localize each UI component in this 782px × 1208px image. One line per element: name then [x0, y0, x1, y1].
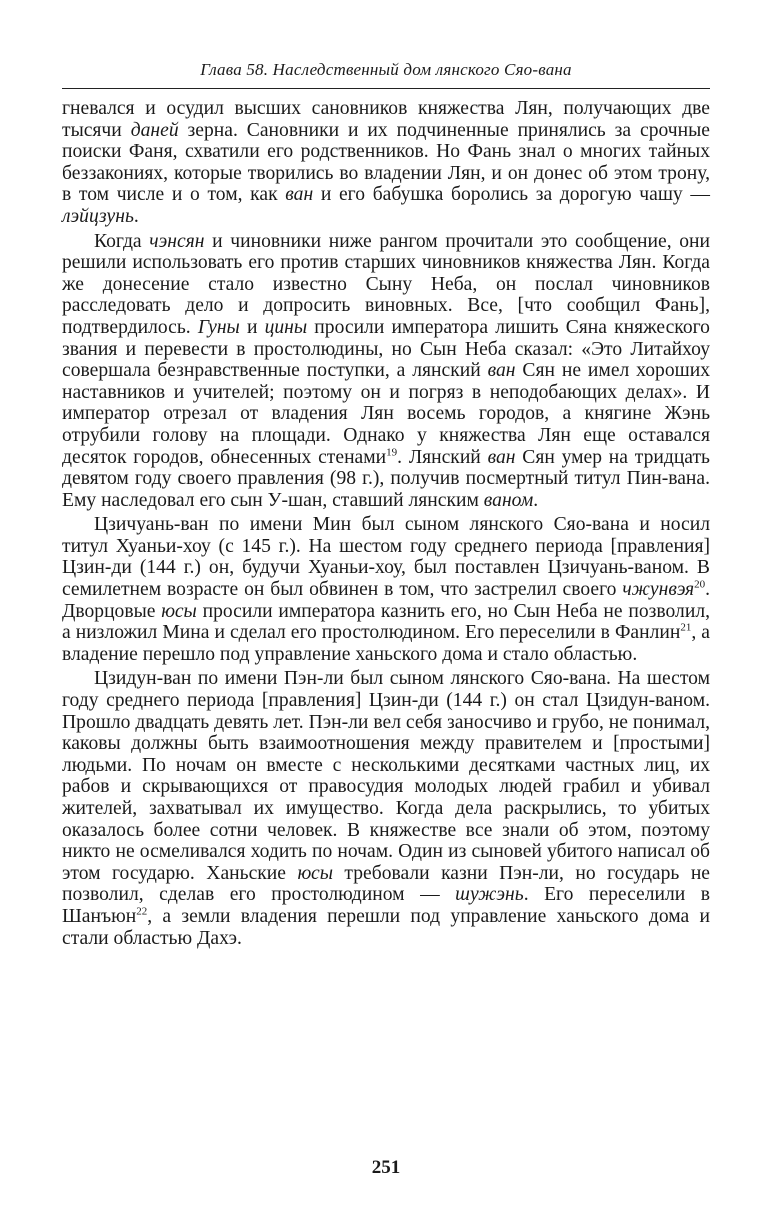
text-run: .: [133, 205, 139, 227]
term: даней: [130, 119, 179, 141]
page-number: 251: [371, 1157, 401, 1178]
running-title: Глава 58. Наследственный дом лянского Сяо-вана: [200, 60, 572, 79]
text-run: просили императора казнить его, но Сын Неба не позволил, а низложил Мина и сделал его простолюдином. Его переселили в Фанлин: [62, 600, 711, 644]
footnote-ref: 22: [136, 905, 148, 918]
term: чжунвэя: [622, 579, 695, 601]
text-run: Сян умер на тридцать девятом году своего правления (98 г.), получив посмертный титул Пин-вана. Ему наследовал его сын У-шан, ставший лянским: [62, 446, 710, 511]
header-rule: [62, 88, 710, 89]
term: юсы: [297, 862, 333, 884]
term: ваном: [483, 489, 534, 511]
term: Гуны: [197, 316, 240, 338]
term: цины: [264, 316, 308, 338]
text-run: и его бабушка боролись за дорогую чашу —: [313, 184, 710, 206]
paragraph-3: [62, 514, 710, 665]
text-run: гневался и осудил высших сановников княжества Лян, получающих две тысячи: [62, 98, 710, 141]
text-run: Цзидун-ван по имени Пэн-ли был сыном лянского Сяо-вана. На шестом году среднего периода [правления] Цзин-ди (144 г.) он стал Цзидун-ваном. Прошло двадцать девять лет. Пэн-ли вел себя заносчиво и грубо, не понимал, каковы должны быть взаимоотношения между правителем и [простыми] людьми. По ночам он вместе с несколькими десятками частных лиц, их рабов и скрывающихся от правосудия молодых людей грабил и убивал жителей, захватывал их имущество. Когда дела раскрылись, то убитых оказалось более сотни человек. В княжестве все знали об этом, поэтому никто не осмеливался ходить по ночам. Один из сыновей убитого написал об этом государю. Ханьские: [62, 668, 710, 884]
text-run: Когда: [94, 230, 150, 252]
term: чэнсян: [149, 230, 205, 252]
term: ван: [487, 446, 516, 468]
text-run: требовали казни Пэн-ли, но государь не позволил, сделав его простолюдином —: [62, 862, 711, 906]
main-text: [62, 98, 710, 949]
paragraph-4: [62, 668, 710, 949]
text-run: и: [239, 316, 265, 338]
text-run: и чиновники ниже рангом прочитали это сообщение, они решили использовать его против старших чиновников княжества Лян. Когда же донесение стало известно Сыну Неба, он послал чиновников расследовать дело и допросить виновных. Все, [что сообщил Фань], подтвердилось.: [62, 230, 711, 338]
paragraph-2: [62, 231, 710, 512]
term: ван: [487, 360, 516, 382]
footnote-ref: 21: [680, 621, 692, 634]
text-run: , а владение перешло под управление ханьского дома и стало областью.: [62, 622, 710, 665]
text-run: . Дворцовые: [62, 579, 710, 622]
term: лэйцзунь: [62, 205, 134, 227]
footnote-ref: 20: [694, 578, 706, 591]
text-run: . Лянский: [397, 446, 488, 468]
term: шужэнь: [455, 884, 524, 906]
text-run: просили императора лишить Сяна княжеского звания и перевести в простолюдины, но Сын Неба сказал: «Это Литайхоу совершала безнравственные поступки, а лянский: [62, 316, 710, 382]
text-run: Сян не имел хороших наставников и учителей; поэтому он и погряз в неподобающих делах». И император отрезал от владения Лян восемь городов, а княгине Жэнь отрубили голову на площади. Однако у княжества Лян еще оставался десяток городов, обнесенных стенами: [62, 360, 710, 468]
text-run: Цзичуань-ван по имени Мин был сыном лянского Сяо-вана и носил титул Хуаньи-хоу (с 145 г.). На шестом году среднего периода [правления] Цзин-ди (144 г.) он, будучи Хуаньи-хоу, был поставлен Цзичуань-ваном. В семилетнем возрасте он был обвинен в том, что застрелил своего: [62, 514, 710, 601]
term: ван: [285, 184, 314, 206]
text-run: .: [533, 489, 539, 511]
paragraph-1: [62, 98, 710, 228]
text-run: , а земли владения перешли под управление ханьского дома и стали областью Дахэ.: [62, 905, 710, 949]
footnote-ref: 19: [386, 445, 398, 458]
text-run: . Его переселили в Шанъюн: [62, 884, 710, 927]
term: юсы: [161, 600, 197, 622]
text-run: зерна. Сановники и их подчиненные принялись за срочные поиски Фаня, схватили его родственников. Но Фань знал о многих тайных беззакониях, которые творились во владении Лян, и он донес об этом трону, в том числе и о том, как: [62, 119, 710, 206]
